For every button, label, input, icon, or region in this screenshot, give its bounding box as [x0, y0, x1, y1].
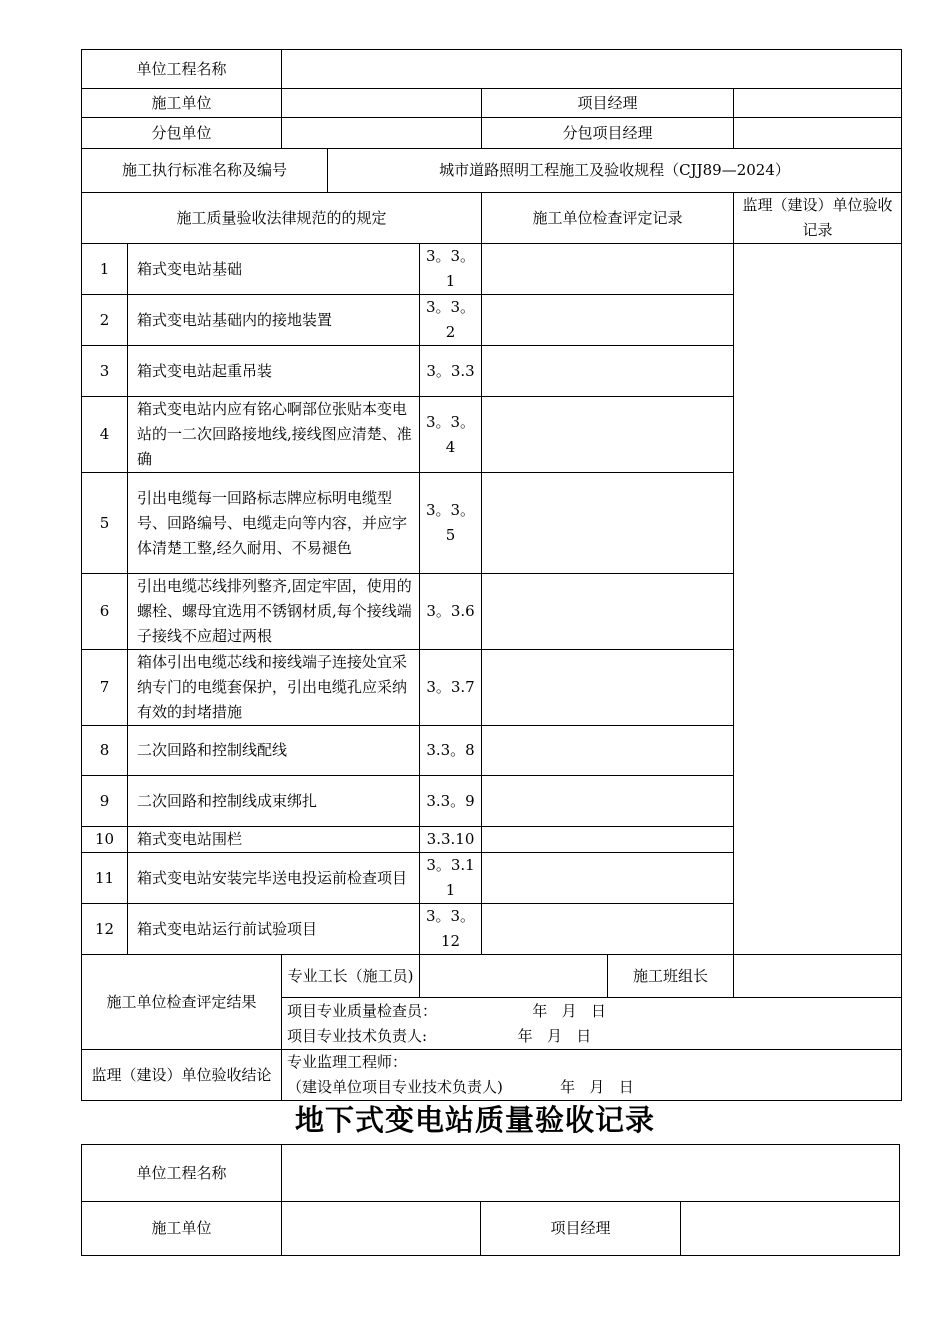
inspection-form-box-substation	[81, 49, 902, 1101]
item-clause: 3。3。4	[420, 397, 482, 473]
item-text: 箱式变电站基础内的接地装置	[128, 295, 420, 346]
form2-project-manager-value[interactable]	[681, 1202, 900, 1256]
form2-project-manager-label: 项目经理	[481, 1202, 681, 1256]
item-no: 1	[82, 244, 128, 295]
standard-label: 施工执行标准名称及编号	[82, 149, 328, 193]
quality-inspector-line: 项目专业质量检查员： 年 月 日	[287, 1001, 606, 1020]
item-text: 二次回路和控制线成束绑扎	[128, 776, 420, 827]
construction-unit-label: 施工单位	[82, 89, 282, 118]
form2-construction-unit-value[interactable]	[282, 1202, 481, 1256]
item-text: 箱式变电站运行前试验项目	[128, 904, 420, 955]
item-text: 箱式变电站基础	[128, 244, 420, 295]
item-clause: 3.3.10	[420, 827, 482, 853]
item-contractor-record[interactable]	[482, 726, 734, 776]
foreman-signature[interactable]	[420, 955, 608, 998]
item-contractor-record[interactable]	[482, 346, 734, 397]
item-no: 7	[82, 650, 128, 726]
foreman-label: 专业工长（施工员)	[282, 955, 420, 998]
item-clause: 3。3.11	[420, 853, 482, 904]
standard-value: 城市道路照明工程施工及验收规程（CJJ89—2024）	[328, 149, 902, 193]
item-no: 6	[82, 574, 128, 650]
item-no: 2	[82, 295, 128, 346]
item-contractor-record[interactable]	[482, 776, 734, 827]
form2-construction-unit-label: 施工单位	[82, 1202, 282, 1256]
project-manager-value[interactable]	[734, 89, 902, 118]
item-contractor-record[interactable]	[482, 853, 734, 904]
item-text: 二次回路和控制线配线	[128, 726, 420, 776]
item-clause: 3。3。5	[420, 473, 482, 574]
unit-project-label: 单位工程名称	[82, 50, 282, 89]
item-clause: 3。3.3	[420, 346, 482, 397]
subcontract-pm-label: 分包项目经理	[482, 118, 734, 149]
col-contractor-record-header: 施工单位检查评定记录	[482, 193, 734, 244]
item-text: 箱式变电站安装完毕送电投运前检查项目	[128, 853, 420, 904]
item-no: 4	[82, 397, 128, 473]
item-text: 引出电缆芯线排列整齐,固定牢固，使用的螺栓、螺母宜选用不锈钢材质,每个接线端子接线不应超过两根	[128, 574, 420, 650]
form2-unit-project-value[interactable]	[282, 1145, 900, 1202]
item-text: 箱式变电站内应有铭心啊部位张贴本变电站的一二次回路接地线,接线图应清楚、准确	[128, 397, 420, 473]
item-clause: 3。3。12	[420, 904, 482, 955]
item-contractor-record[interactable]	[482, 295, 734, 346]
item-no: 12	[82, 904, 128, 955]
team-leader-signature[interactable]	[734, 955, 902, 998]
item-clause: 3.3。9	[420, 776, 482, 827]
item-clause: 3。3.6	[420, 574, 482, 650]
item-contractor-record[interactable]	[482, 244, 734, 295]
supervisor-record-cell[interactable]	[734, 244, 902, 955]
result-signatures	[282, 998, 902, 1050]
supervision-label: 监理（建设）单位验收结论	[82, 1050, 282, 1101]
project-manager-label: 项目经理	[482, 89, 734, 118]
item-text: 箱式变电站围栏	[128, 827, 420, 853]
item-no: 3	[82, 346, 128, 397]
item-clause: 3。3。2	[420, 295, 482, 346]
item-clause: 3。3。1	[420, 244, 482, 295]
item-text: 箱式变电站起重吊装	[128, 346, 420, 397]
item-no: 11	[82, 853, 128, 904]
construction-unit-value[interactable]	[282, 89, 482, 118]
item-text: 箱体引出电缆芯线和接线端子连接处宜采纳专门的电缆套保护，引出电缆孔应采纳有效的封堵措施	[128, 650, 420, 726]
item-contractor-record[interactable]	[482, 397, 734, 473]
supervision-signatures	[282, 1050, 902, 1101]
item-clause: 3。3.7	[420, 650, 482, 726]
item-contractor-record[interactable]	[482, 650, 734, 726]
form2-unit-project-label: 单位工程名称	[82, 1145, 282, 1202]
subcontract-unit-label: 分包单位	[82, 118, 282, 149]
form2-title: 地下式变电站质量验收记录	[294, 1103, 655, 1137]
unit-project-value[interactable]	[282, 50, 902, 89]
item-no: 9	[82, 776, 128, 827]
item-contractor-record[interactable]	[482, 827, 734, 853]
item-no: 5	[82, 473, 128, 574]
result-label: 施工单位检查评定结果	[82, 955, 282, 1050]
item-text: 引出电缆每一回路标志牌应标明电缆型号、回路编号、电缆走向等内容，并应字体清楚工整,经久耐用、不易褪色	[128, 473, 420, 574]
item-clause: 3.3。8	[420, 726, 482, 776]
tech-lead-line: 项目专业技术负责人: 年 月 日	[287, 1026, 592, 1045]
subcontract-pm-value[interactable]	[734, 118, 902, 149]
item-contractor-record[interactable]	[482, 473, 734, 574]
inspection-form-underground-substation	[81, 1144, 900, 1256]
item-no: 8	[82, 726, 128, 776]
owner-line: （建设单位项目专业技术负责人) 年 月 日	[287, 1078, 634, 1096]
item-contractor-record[interactable]	[482, 574, 734, 650]
supervisor-line: 专业监理工程师：	[287, 1053, 408, 1071]
team-leader-label: 施工班组长	[608, 955, 734, 998]
subcontract-unit-value[interactable]	[282, 118, 482, 149]
col-supervisor-record-header: 监理（建设）单位验收记录	[734, 193, 902, 244]
col-provision-header: 施工质量验收法律规范的的规定	[82, 193, 482, 244]
item-contractor-record[interactable]	[482, 904, 734, 955]
item-no: 10	[82, 827, 128, 853]
